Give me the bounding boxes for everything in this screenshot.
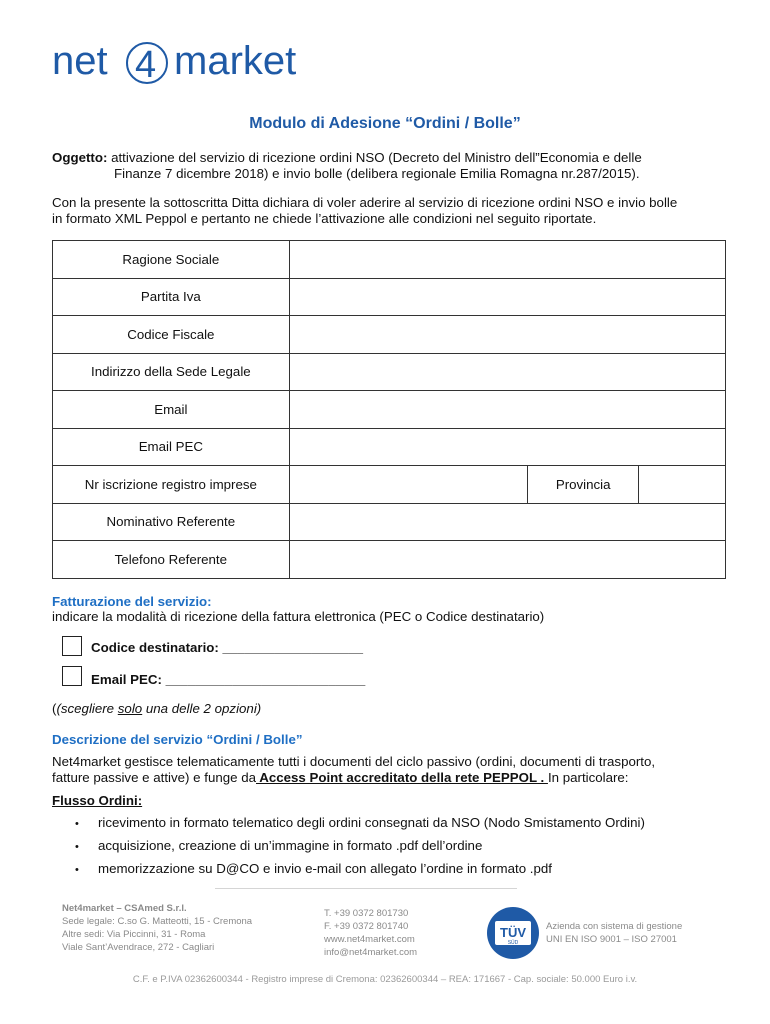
form-row (53, 278, 726, 316)
form-row (53, 316, 726, 354)
codice-fiscale-field[interactable] (289, 316, 725, 354)
net4market-logo (52, 32, 312, 94)
footer-website: www.net4market.com (324, 934, 415, 945)
footer-company-block (62, 902, 252, 954)
oggetto-line2: Finanze 7 dicembre 2018) e invio bolle (delibera regionale Emilia Romagna nr.287/2015). (114, 166, 640, 181)
referente-field[interactable] (289, 503, 725, 541)
tuv-certification-icon (486, 906, 540, 960)
partita-iva-field[interactable] (289, 278, 725, 316)
footer-company-name: Net4market – CSAmed S.r.l. (62, 903, 187, 914)
intro-line2: in formato XML Peppol e pertanto ne chiede l’attivazione alle condizioni nel seguito riportate. (52, 211, 597, 226)
access-point-text: Access Point accreditato della rete PEPPOL . (256, 770, 548, 785)
email-pec-field[interactable] (289, 428, 725, 466)
field-label: Email PEC (53, 428, 290, 466)
descrizione-line2 (52, 770, 732, 786)
field-label: Nr iscrizione registro imprese (53, 466, 290, 504)
form-row (53, 466, 726, 504)
form-row (53, 353, 726, 391)
form-row (53, 428, 726, 466)
footer-divider (215, 888, 517, 889)
descrizione-line1: Net4market gestisce telematicamente tutti i documenti del ciclo passivo (ordini, documenti di trasporto, (52, 754, 656, 769)
registro-imprese-field[interactable] (289, 466, 528, 504)
logo-text-market: market (174, 39, 297, 83)
footer-email: info@net4market.com (324, 947, 418, 958)
logo-digit: 4 (135, 44, 157, 86)
field-label: Email (53, 391, 290, 429)
field-label: Ragione Sociale (53, 241, 290, 279)
field-label: Telefono Referente (53, 541, 290, 579)
field-label: Nominativo Referente (53, 503, 290, 541)
form-row (53, 503, 726, 541)
provincia-field[interactable] (639, 466, 726, 504)
form-row (53, 241, 726, 279)
footer-address-line: Altre sedi: Via Piccinni, 31 - Roma (62, 929, 206, 940)
oggetto-paragraph (52, 150, 732, 182)
note-underlined: solo (117, 701, 143, 716)
field-label: Indirizzo della Sede Legale (53, 353, 290, 391)
footer-certification-block (546, 920, 682, 946)
email-pec-checkbox[interactable] (62, 666, 82, 686)
codice-destinatario-label: Codice destinatario: ___________________ (91, 640, 364, 655)
oggetto-label: Oggetto: (52, 150, 108, 165)
email-pec-option-label: Email PEC: ___________________________ (91, 672, 366, 687)
footer-cert-line: Azienda con sistema di gestione (546, 921, 683, 932)
provincia-label: Provincia (528, 466, 639, 504)
list-item: memorizzazione su D@CO e invio e-mail con allegato l’ordine in formato .pdf (98, 861, 552, 876)
fatturazione-heading: Fatturazione del servizio: (52, 594, 212, 609)
footer-address-line: Sede legale: C.so G. Matteotti, 15 - Cremona (62, 916, 253, 927)
footer-address-line: Viale Sant’Avendrace, 272 - Cagliari (62, 942, 215, 953)
logo-text-net: net (52, 39, 108, 83)
intro-paragraph (52, 195, 732, 227)
bullet-icon: • (75, 841, 79, 853)
descrizione-line2-pre: fatture passive e attive) e funge da (52, 770, 257, 785)
ragione-sociale-field[interactable] (289, 241, 725, 279)
email-field[interactable] (289, 391, 725, 429)
footer-cert-line: UNI EN ISO 9001 – ISO 27001 (546, 934, 677, 945)
adesione-form-table (52, 240, 726, 579)
fatturazione-note: ((scegliere solo una delle 2 opzioni) (52, 701, 262, 716)
descrizione-heading: Descrizione del servizio “Ordini / Bolle” (52, 732, 303, 747)
footer-legal-line: C.F. e P.IVA 02362600344 - Registro imprese di Cremona: 02362600344 – REA: 171667 - Cap. sociale: 50.000 Euro i.v. (132, 974, 638, 985)
descrizione-paragraph (52, 754, 732, 786)
flusso-ordini-heading: Flusso Ordini: (52, 793, 143, 808)
bullet-icon: • (75, 818, 79, 830)
footer-fax: F. +39 0372 801740 (324, 921, 409, 932)
footer-phone: T. +39 0372 801730 (324, 908, 409, 919)
bullet-icon: • (75, 864, 79, 876)
note-pre: (scegliere (56, 701, 118, 716)
oggetto-line1: attivazione del servizio di ricezione ordini NSO (Decreto del Ministro dell”Economia e delle (111, 150, 642, 165)
fatturazione-subtitle: indicare la modalità di ricezione della fattura elettronica (PEC o Codice destinatario) (52, 609, 545, 624)
list-item: ricevimento in formato telematico degli ordini consegnati da NSO (Nodo Smistamento Ordini) (98, 815, 645, 830)
field-label: Partita Iva (53, 278, 290, 316)
descrizione-line2-post: In particolare: (547, 770, 629, 785)
form-row (53, 391, 726, 429)
tuv-text: TÜV (500, 925, 526, 940)
document-title: Modulo di Adesione “Ordini / Bolle” (249, 115, 521, 132)
sede-legale-field[interactable] (289, 353, 725, 391)
form-row (53, 541, 726, 579)
intro-line1: Con la presente la sottoscritta Ditta dichiara di voler aderire al servizio di ricezione ordini NSO e invio bolle (52, 195, 678, 210)
note-post: una delle 2 opzioni) (142, 701, 262, 716)
field-label: Codice Fiscale (53, 316, 290, 354)
codice-destinatario-checkbox[interactable] (62, 636, 82, 656)
tuv-sub-text: SÜD (507, 940, 519, 946)
list-item: acquisizione, creazione di un’immagine in formato .pdf dell’ordine (98, 838, 483, 853)
footer-contact-block (324, 907, 417, 959)
telefono-referente-field[interactable] (289, 541, 725, 579)
